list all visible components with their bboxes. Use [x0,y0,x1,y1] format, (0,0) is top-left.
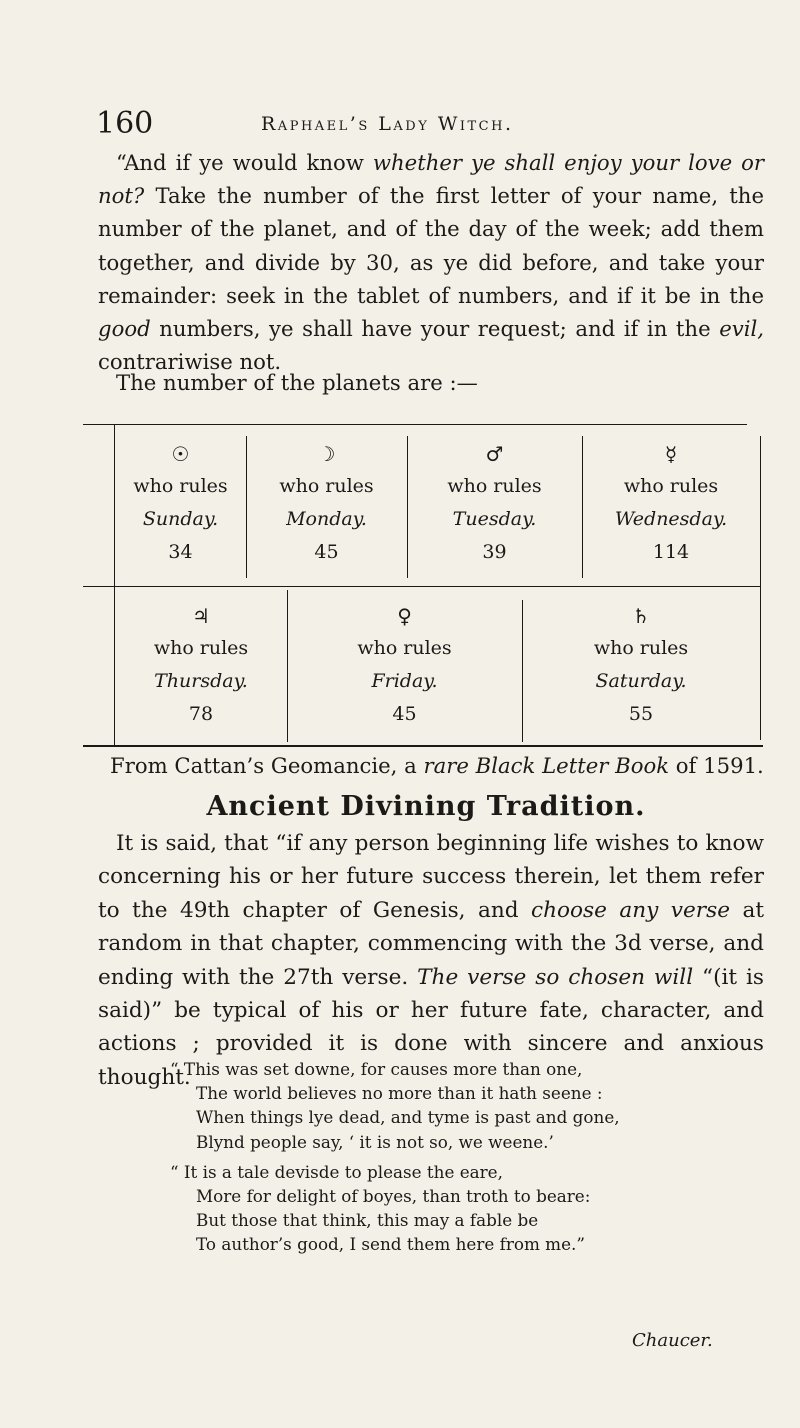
italic-run: choose any verse [531,897,730,923]
paragraph-planets-intro: The number of the planets are :— [116,370,478,395]
rule-label: who rules [133,475,228,497]
rule-label: who rules [279,475,374,497]
text-run: of 1591. [669,753,764,778]
planet-number: 45 [392,703,417,725]
sun-symbol-icon: ☉ [171,442,190,466]
day-name: Monday. [286,508,367,530]
text-run: “And if ye would know [116,150,373,175]
text-run: It is said, that “if any person beginning life wishes to know concerning his or her future success therein, let them refer to the 49th chapter of Genesis, and [98,831,764,923]
day-name: Thursday. [154,670,248,692]
text-run: numbers, ye shall have your request; and if in the [150,316,720,342]
section-heading: Ancient Divining Tradition. [206,791,646,822]
italic-run: evil, [719,316,764,342]
text-run: Take the number of the first letter of your name, the number of the planet, and of the day of the week; add them together, and divide by 30, as ye did before, and take your remainder: seek in the tablet of numbers, and if it be in the [98,183,764,308]
planet-cell-moon [246,438,407,569]
text-run: From Cattan’s Geomancie, a [110,753,424,778]
planet-cell-venus [287,600,522,731]
rule-label: who rules [623,475,719,497]
planet-number: 45 [314,541,339,563]
rule-label: who rules [593,637,689,659]
rule-label: who rules [447,475,542,497]
mars-symbol-icon: ♂ [485,442,504,466]
running-title: Raphael’s Lady Witch. [261,113,514,135]
planet-cell-jupiter [115,600,287,731]
planet-number: 34 [168,541,193,563]
saturn-symbol-icon: ♄ [632,604,650,628]
planet-number: 114 [652,541,690,563]
poem-line: Blynd people say, ‘ it is not so, we weene.’ [196,1131,554,1152]
planet-number: 39 [482,541,507,563]
italic-run: The verse so chosen will [417,964,694,990]
day-name: Saturday. [595,670,687,692]
day-name: Tuesday. [452,508,537,530]
moon-symbol-icon: ☽ [317,442,336,466]
text-run: contrariwise not. [98,349,282,375]
planet-number: 78 [188,703,214,725]
chaucer-poem [170,1057,770,1257]
poem-line: But those that think, this may a fable be [196,1210,539,1231]
text-run: at random in that chapter, commencing with the 3d verse, and ending with the 27th verse. [98,897,764,990]
planet-cell-mercury [582,438,760,569]
rule-label: who rules [357,637,452,659]
planet-cell-saturn [522,600,760,731]
day-name: Wednesday. [614,508,728,530]
italic-run: rare Black Letter Book [423,753,670,778]
poem-line: When things lye dead, and tyme is past and gone, [196,1107,620,1128]
mercury-symbol-icon: ☿ [664,442,678,466]
planet-cell-sun [115,438,246,569]
source-citation [110,750,770,782]
rule-label: who rules [153,637,249,659]
planets-table [115,424,761,746]
table-middle-rule [83,586,761,587]
running-head [96,104,756,144]
planet-cell-mars [407,438,582,569]
paragraph-divining-tradition [98,827,764,1094]
day-name: Sunday. [142,508,219,530]
venus-symbol-icon: ♀ [397,604,412,628]
poem-line: To author’s good, I send them here from me.” [196,1234,585,1255]
text-run: “(it is said)” be typical of his or her future fate, character, and actions ; provided it is done with sincere and anxious thought. [98,964,764,1090]
poem-author: Chaucer. [632,1330,713,1351]
poem-line: “ This was set downe, for causes more than one, [170,1059,583,1079]
page-number: 160 [96,106,154,141]
day-name: Friday. [371,670,438,692]
table-right-rule [760,436,761,740]
poem-line: More for delight of boyes, than troth to beare: [196,1186,591,1207]
italic-run: good [98,316,151,342]
table-top-rule [83,424,747,425]
italic-run: whether ye shall enjoy your love or not? [98,150,764,209]
poem-line: The world believes no more than it hath seene : [196,1083,603,1104]
jupiter-symbol-icon: ♃ [192,604,210,628]
table-bottom-rule [83,745,763,747]
paragraph-love-divination [98,146,764,378]
planet-number: 55 [628,703,654,725]
poem-line: “ It is a tale devisde to please the eare, [170,1161,503,1182]
